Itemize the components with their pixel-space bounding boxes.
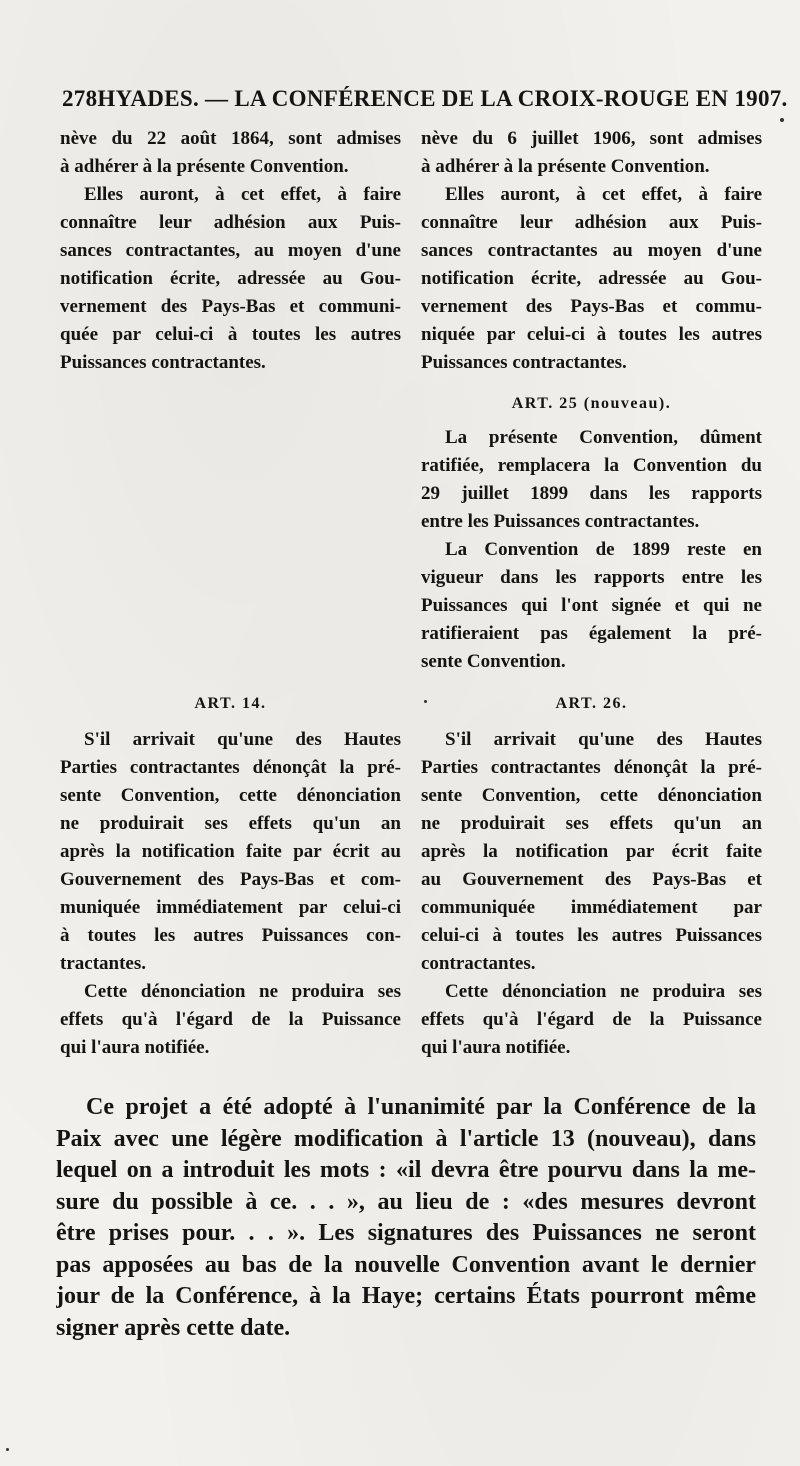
text-line: à toutes les autres Puissances con-: [60, 925, 401, 946]
text-line: lequel on a introduit les mots : «il devra être pourvu dans la me-: [56, 1157, 756, 1183]
left-column-top: [60, 125, 401, 377]
text-line: après la notification faite par écrit au: [60, 841, 401, 862]
text-line: sente Convention, cette dénonciation: [421, 785, 762, 806]
text-line: sure du possible à ce. . . », au lieu de : «des mesures devront: [56, 1188, 756, 1215]
text-line: qui l'aura notifiée.: [60, 1037, 210, 1058]
text-line: communiquée immédiatement par: [421, 897, 762, 918]
closing-paragraph: [56, 1092, 756, 1344]
page-number: 278: [62, 86, 98, 111]
left-article-14-body: [60, 726, 401, 1062]
text-line: vernement des Pays-Bas et commu-: [421, 296, 762, 317]
right-article-25-body: [421, 424, 762, 676]
right-article-26-body: [421, 726, 762, 1062]
text-line: sente Convention, cette dénonciation: [60, 785, 401, 806]
text-line: connaître leur adhésion aux Puis-: [60, 212, 401, 233]
text-line: tractantes.: [60, 953, 146, 974]
text-line: La Convention de 1899 reste en: [445, 539, 762, 560]
text-line: Cette dénonciation ne produira ses: [445, 981, 762, 1002]
text-line: quée par celui-ci à toutes les autres: [60, 324, 401, 345]
text-line: entre les Puissances contractantes.: [421, 511, 700, 532]
text-line: sente Convention.: [421, 651, 566, 672]
text-line: à adhérer à la présente Convention.: [60, 156, 349, 177]
text-line: au Gouvernement des Pays-Bas et: [421, 869, 762, 890]
text-line: Puissances qui l'ont signée et qui ne: [421, 595, 762, 616]
right-column-top: [421, 125, 762, 377]
text-line: Elles auront, à cet effet, à faire: [84, 184, 401, 205]
text-line: contractantes.: [421, 953, 536, 974]
scan-speck: [424, 700, 427, 703]
text-line: ne produirait ses effets qu'un an: [60, 813, 401, 834]
text-line: sances contractantes, au moyen d'une: [60, 240, 401, 261]
text-line: S'il arrivait qu'une des Hautes: [84, 729, 401, 750]
text-line: 29 juillet 1899 dans les rapports: [421, 483, 762, 504]
text-line: pas apposées au bas de la nouvelle Convention avant le dernier: [56, 1251, 756, 1278]
scan-speck: [6, 1448, 9, 1451]
text-line: celui-ci à toutes les autres Puissances: [421, 925, 762, 946]
text-line: effets qu'à l'égard de la Puissance: [421, 1009, 762, 1030]
text-line: vernement des Pays-Bas et communi-: [60, 296, 401, 317]
article-heading: ART. 26.: [555, 695, 628, 712]
text-line: Parties contractantes dénonçât la pré-: [60, 757, 401, 778]
text-line: jour de la Conférence, à la Haye; certains États pourront même: [56, 1283, 756, 1309]
text-line: ratifiée, remplacera la Convention du: [421, 455, 762, 476]
text-line: Cette dénonciation ne produira ses: [84, 981, 401, 1002]
text-line: vigueur dans les rapports entre les: [421, 567, 762, 588]
article-heading: ART. 14.: [194, 695, 267, 712]
text-line: après la notification par écrit faite: [421, 841, 762, 862]
text-line: connaître leur adhésion aux Puis-: [421, 212, 762, 233]
text-line: nève du 22 août 1864, sont admises: [60, 128, 401, 149]
text-line: sances contractantes au moyen d'une: [421, 240, 762, 261]
text-line: S'il arrivait qu'une des Hautes: [445, 729, 762, 750]
text-line: niquée par celui-ci à toutes les autres: [421, 324, 762, 345]
text-line: La présente Convention, dûment: [445, 427, 762, 448]
text-line: muniquée immédiatement par celui-ci: [60, 897, 401, 918]
text-line: Parties contractantes dénonçât la pré-: [421, 757, 762, 778]
running-title: HYADES. — LA CONFÉRENCE DE LA CROIX-ROUGE EN 1907.: [97, 86, 788, 111]
text-line: signer après cette date.: [56, 1314, 291, 1341]
running-header: [62, 86, 788, 112]
text-line: Gouvernement des Pays-Bas et com-: [60, 869, 401, 890]
text-line: Ce projet a été adopté à l'unanimité par la Conférence de la: [86, 1094, 756, 1120]
article-heading: ART. 25 (nouveau).: [511, 395, 672, 412]
text-line: à adhérer à la présente Convention.: [421, 156, 710, 177]
right-article-26: [421, 690, 762, 718]
text-line: Paix avec une légère modification à l'article 13 (nouveau), dans: [56, 1125, 756, 1152]
text-line: Elles auront, à cet effet, à faire: [445, 184, 762, 205]
text-line: ratifieraient pas également la pré-: [421, 623, 762, 644]
text-line: ne produirait ses effets qu'un an: [421, 813, 762, 834]
text-line: qui l'aura notifiée.: [421, 1037, 571, 1058]
text-line: être prises pour. . . ». Les signatures des Puissances ne seront: [56, 1220, 756, 1246]
right-article-25: [421, 390, 762, 418]
text-line: Puissances contractantes.: [421, 352, 627, 373]
text-line: notification écrite, adressée au Gou-: [60, 268, 401, 289]
text-line: notification écrite, adressée au Gou-: [421, 268, 762, 289]
text-line: Puissances contractantes.: [60, 352, 266, 373]
left-article-14: [60, 690, 401, 718]
text-line: effets qu'à l'égard de la Puissance: [60, 1009, 401, 1030]
scan-speck: [780, 118, 784, 122]
text-line: nève du 6 juillet 1906, sont admises: [421, 128, 762, 149]
